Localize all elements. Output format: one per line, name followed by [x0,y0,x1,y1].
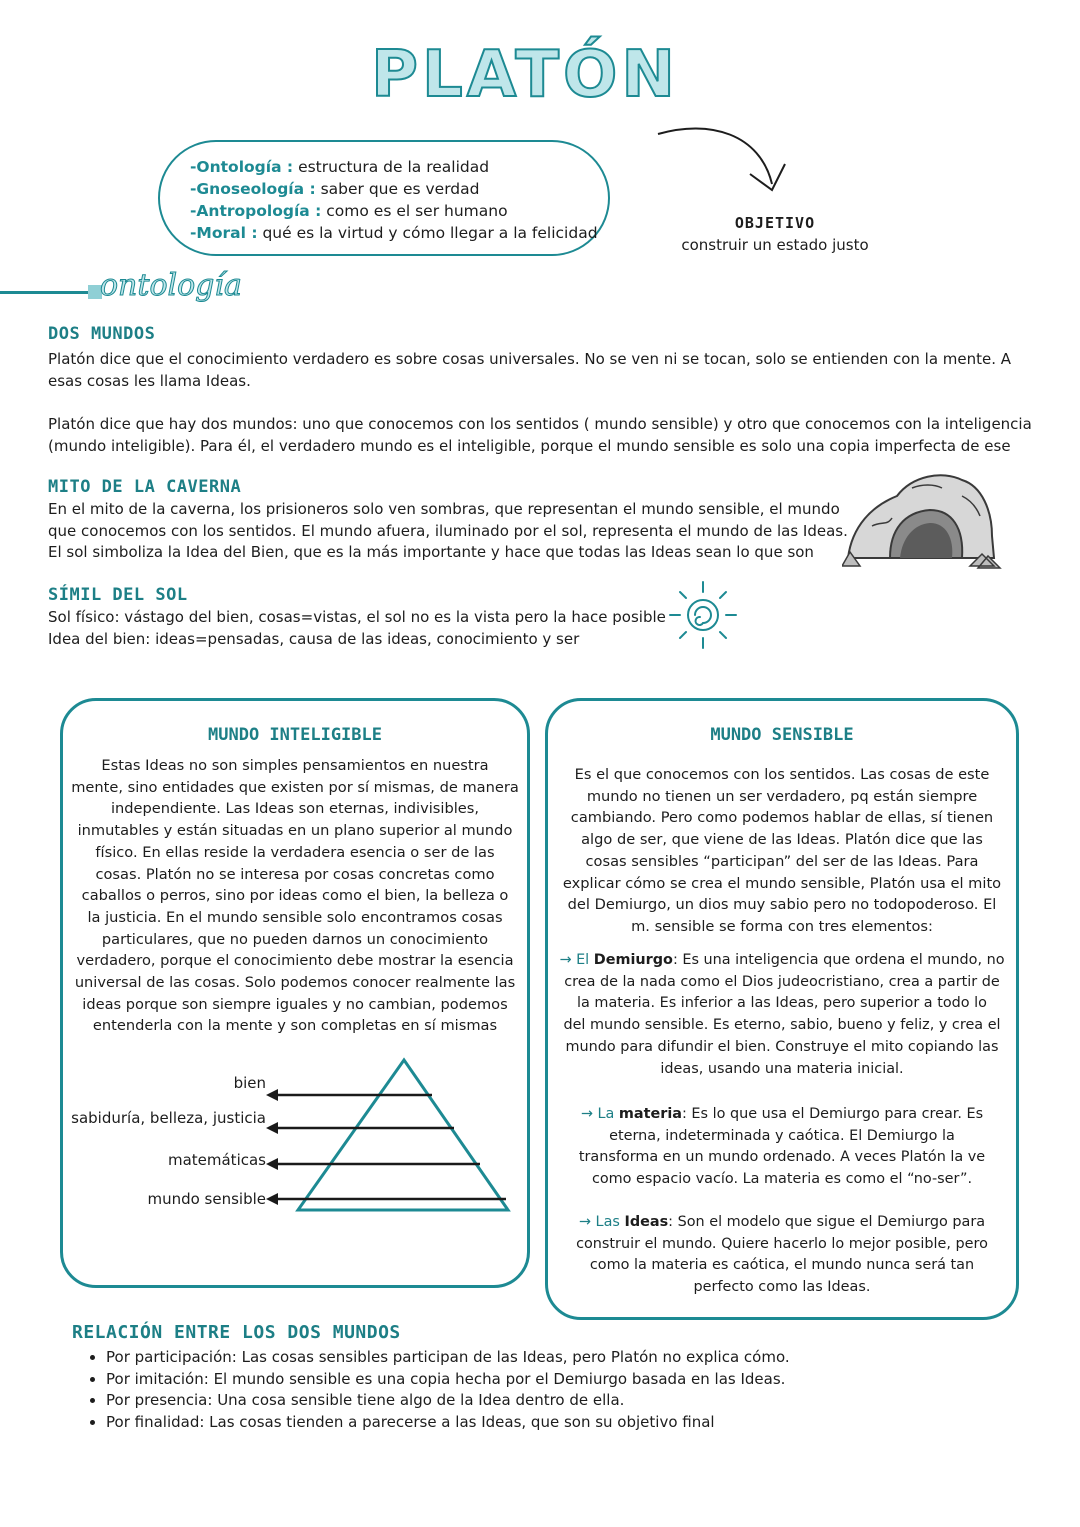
curved-arrow-icon [650,124,800,204]
text-line: ideas porque son siempre iguales y no cambian, podemos [82,995,508,1013]
text-line: algo de ser, que viene de las Ideas. Platón dice que las [581,831,983,849]
objective [660,212,890,256]
text-line: caballos o perros, sino por ideas como el bien, la belleza o [81,887,509,905]
dos-mundos-p1 [48,349,1048,392]
text-line: En el mito de la caverna, los prisioneros solo ven sombras, que representan el mundo sensible, el mundo [48,500,840,518]
branch-item: -Moral : qué es la virtud y cómo llegar a la felicidad [190,224,598,242]
pyramid-label-sabiduria: sabiduría, belleza, justicia [71,1109,266,1127]
branch-item: -Ontología : estructura de la realidad [190,158,490,176]
mundo-sensible-heading: MUNDO SENSIBLE [710,725,854,745]
text-line: independiente. Las Ideas son eternas, indivisibles, [110,800,480,818]
text-line: mundo para difundir el bien. Construye el mito copiando las [565,1038,999,1055]
text-line: físico. En ellas reside la verdadera esencia o ser de las [95,843,495,861]
mito-heading: MITO DE LA CAVERNA [48,477,242,497]
text-line: (mundo inteligible). Para él, el verdadero mundo es el inteligible, porque el mundo sensible es solo una copia imperfecta de ese [48,436,1011,455]
text-line: inmutables y están situadas en un plano superior al mundo [77,822,513,840]
text-line: ideas, usando una materia inicial. [660,1060,904,1077]
list-item: • Por presencia: Una cosa sensible tiene algo de la Idea dentro de ella. [106,1390,976,1412]
text-line: Idea del bien: ideas=pensadas, causa de las ideas, conocimiento y ser [48,629,580,648]
text-line: eterna, indeterminada y caótica. El Demiurgo la [609,1127,955,1144]
element-ideas [552,1212,1012,1299]
text-line: El sol simboliza la Idea del Bien, que es la más importante y hace que todas las Ideas sean lo que son [48,543,814,561]
relacion-heading: RELACIÓN ENTRE LOS DOS MUNDOS [72,1322,401,1343]
text-line: crea de la nada como el Dios judeocristiano, crea a partir de [564,973,1000,990]
text-line: cambiando. Pero como podemos hablar de ellas, sí tienen [570,809,994,827]
text-line: mente, sino entidades que existen por sí mismas, de manera [71,778,519,796]
simil-heading: SÍMIL DEL SOL [48,585,188,605]
text-line: cosas sensibles “participan” del ser de las Ideas. Para [585,852,979,870]
text-line: la materia. Es inferior a las Ideas, pero superior a todo lo [577,995,987,1012]
text-line: universal de las cosas. Solo podemos conocer realmente las [74,974,516,992]
mundo-inteligible-text [64,755,526,1037]
branch-item: -Antropología : como es el ser humano [190,202,508,220]
text-line: transforma en un mundo ordenado. A veces Platón la ve [578,1149,986,1166]
dos-mundos-p2 [48,414,1058,457]
text-line: m. sensible se forma con tres elementos: [631,917,933,935]
text-line: → La materia: Es lo que usa el Demiurgo para crear. Es [580,1106,984,1122]
text-line: particulares, que no pueden darnos un conocimiento [101,930,489,948]
simil-text [48,607,668,650]
sun-icon [666,578,740,652]
ideas-pyramid [262,1054,518,1216]
text-line: → El Demiurgo: Es una inteligencia que ordena el mundo, no [559,952,1005,968]
text-line: perfecto como las Ideas. [693,1279,871,1296]
text-line: → Las Ideas: Son el modelo que sigue el Demiurgo para [578,1214,986,1230]
mundo-inteligible-heading: MUNDO INTELIGIBLE [208,725,382,745]
text-line: del Demiurgo, un dios muy sabio pero no todopoderoso. El [567,896,997,914]
branches-box [158,140,610,256]
mito-text [48,499,848,564]
text-line: como espacio vacío. La materia es como el “no-ser”. [591,1171,973,1188]
text-line: del mundo sensible. Es eterno, sabio, bueno y feliz, y crea el [563,1017,1001,1034]
mundo-sensible-intro [552,764,1012,938]
relacion-list [76,1347,976,1433]
cave-icon [842,466,1002,574]
text-line: Platón dice que hay dos mundos: uno que conocemos con los sentidos ( mundo sensible) y otro que conocemos con la inteligencia [48,415,1032,433]
pyramid-label-mundo-sensible: mundo sensible [147,1190,266,1208]
objective-text: construir un estado justo [681,236,869,254]
list-item: • Por participación: Las cosas sensibles participan de las Ideas, pero Platón no explica cómo. [106,1347,976,1369]
branch-item: -Gnoseología : saber que es verdad [190,180,480,198]
pyramid-label-matematicas: matemáticas [167,1151,266,1169]
list-item: • Por imitación: El mundo sensible es una copia hecha por el Demiurgo basada en las Ideas. [106,1369,976,1391]
text-line: Sol físico: vástago del bien, cosas=vistas, el sol no es la vista pero la hace posible [48,608,666,626]
section-title: ontología [100,268,242,303]
objective-heading: OBJETIVO [734,214,816,232]
dos-mundos-heading: DOS MUNDOS [48,324,156,344]
text-line: Estas Ideas no son simples pensamientos en nuestra [101,757,489,774]
text-line: mundo no tienen un ser verdadero, pq están siempre [586,787,978,805]
list-item: • Por finalidad: Las cosas tienden a parecerse a las Ideas, que son su objetivo final [106,1412,976,1434]
element-materia [552,1104,1012,1191]
text-line: construir el mundo. Quiere hacerlo lo mejor posible, pero [576,1235,988,1252]
pyramid-shape [298,1060,508,1210]
text-line: explicar cómo se crea el mundo sensible, Platón usa el mito [562,874,1002,892]
text-line: verdadero, porque el conocimiento debe mostrar la esencia [76,952,514,970]
text-line: Platón dice que el conocimiento verdadero es sobre cosas universales. No se ven ni se tocan, solo se entienden con la mente. A [48,350,1012,368]
text-line: Es el que conocemos con los sentidos. Las cosas de este [574,766,990,783]
text-line: entenderla con la mente y son completas en sí mismas [92,1017,498,1035]
text-line: como la materia es caótica, el mundo nunca será tan [589,1257,975,1274]
pyramid-label-bien: bien [233,1074,266,1092]
text-line: cosas. Platón no se interesa por cosas concretas como [95,865,495,883]
text-line: la justicia. En el mundo sensible solo encontramos cosas [87,908,503,926]
element-demiurgo [552,950,1012,1080]
text-line: que conocemos con los sentidos. El mundo afuera, iluminado por el sol, representa el mundo de las Ideas. [48,521,848,540]
page-title: PLATÓN [371,38,679,112]
section-line [0,291,96,294]
text-line: esas cosas les llama Ideas. [48,371,251,390]
